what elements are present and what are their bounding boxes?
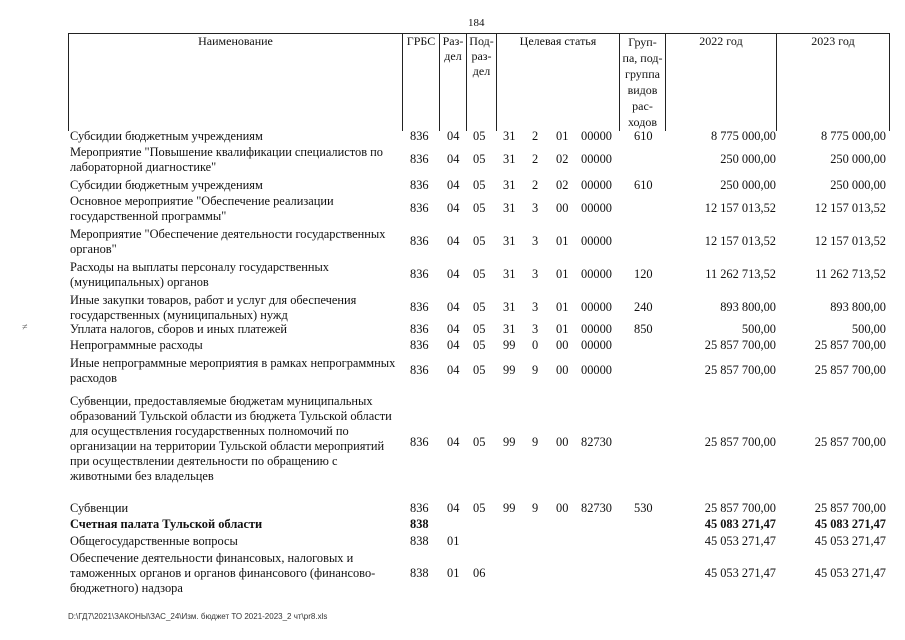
cell-rz: 04 bbox=[447, 501, 460, 515]
cell-t3: 01 bbox=[556, 300, 569, 314]
header-razdel: Раз- дел bbox=[442, 34, 464, 63]
row-name: Общегосударственные вопросы bbox=[70, 534, 238, 548]
cell-v2022: 893 800,00 bbox=[720, 300, 776, 314]
cell-t3: 01 bbox=[556, 129, 569, 143]
cell-v2023: 12 157 013,52 bbox=[814, 201, 886, 215]
row-name: Субсидии бюджетным учреждениям bbox=[70, 129, 263, 143]
cell-t1: 99 bbox=[503, 501, 516, 515]
cell-t1: 31 bbox=[503, 178, 516, 192]
cell-pr: 05 bbox=[473, 267, 486, 281]
cell-grbs: 836 bbox=[410, 338, 429, 352]
cell-t4: 00000 bbox=[581, 129, 612, 143]
cell-grbs: 838 bbox=[410, 534, 429, 548]
file-path: D:\ГД7\2021\ЗАКОНЫ\ЗАС_24\Изм. бюджет ТО 2021-2023_2 чт\pr8.xls bbox=[68, 612, 328, 621]
cell-pr: 05 bbox=[473, 322, 486, 336]
page-number: 184 bbox=[468, 17, 485, 29]
cell-rz: 04 bbox=[447, 363, 460, 377]
cell-t4: 00000 bbox=[581, 363, 612, 377]
cell-grbs: 838 bbox=[410, 566, 429, 580]
cell-t4: 00000 bbox=[581, 338, 612, 352]
row-name: Субсидии бюджетным учреждениям bbox=[70, 178, 263, 192]
cell-v2022: 12 157 013,52 bbox=[704, 234, 776, 248]
cell-t1: 31 bbox=[503, 201, 516, 215]
table-row bbox=[68, 551, 888, 596]
cell-v2023: 8 775 000,00 bbox=[820, 129, 886, 143]
row-name: Уплата налогов, сборов и иных платежей bbox=[70, 322, 288, 336]
cell-t1: 31 bbox=[503, 234, 516, 248]
table-row bbox=[68, 178, 888, 193]
cell-v2022: 250 000,00 bbox=[720, 152, 776, 166]
cell-v2023: 25 857 700,00 bbox=[814, 435, 886, 449]
cell-v2022: 8 775 000,00 bbox=[710, 129, 776, 143]
cell-v2023: 45 053 271,47 bbox=[814, 534, 886, 548]
cell-v2022: 25 857 700,00 bbox=[704, 435, 776, 449]
cell-t3: 01 bbox=[556, 322, 569, 336]
header-grbs: ГРБС bbox=[406, 34, 436, 48]
margin-mark: ≠ bbox=[22, 322, 28, 333]
cell-pr: 05 bbox=[473, 201, 486, 215]
cell-vr: 530 bbox=[634, 501, 653, 515]
header-group: Груп- па, под- группа видов рас- ходов bbox=[622, 35, 663, 129]
row-name: Мероприятие "Повышение квалификации специалистов по лабораторной диагностике" bbox=[70, 145, 383, 174]
cell-pr: 05 bbox=[473, 435, 486, 449]
cell-vr: 240 bbox=[634, 300, 653, 314]
cell-t2: 9 bbox=[532, 435, 539, 449]
cell-t2: 3 bbox=[532, 234, 539, 248]
table-row bbox=[68, 501, 888, 516]
cell-grbs: 836 bbox=[410, 178, 429, 192]
table-row bbox=[68, 517, 888, 532]
row-name: Субвенции bbox=[70, 501, 129, 515]
cell-t3: 02 bbox=[556, 178, 569, 192]
table-row bbox=[68, 394, 888, 492]
cell-grbs: 836 bbox=[410, 152, 429, 166]
cell-vr: 120 bbox=[634, 267, 653, 281]
cell-v2023: 11 262 713,52 bbox=[815, 267, 886, 281]
cell-vr: 850 bbox=[634, 322, 653, 336]
cell-t3: 00 bbox=[556, 338, 569, 352]
row-name: Иные закупки товаров, работ и услуг для обеспечения государственных (муниципальных) нужд bbox=[70, 293, 357, 322]
cell-t1: 99 bbox=[503, 435, 516, 449]
cell-t3: 00 bbox=[556, 501, 569, 515]
table-row bbox=[68, 322, 888, 337]
cell-t4: 00000 bbox=[581, 201, 612, 215]
row-name: Обеспечение деятельности финансовых, налоговых и таможенных органов и органов финансового (финансово-бюджетного) надзора bbox=[70, 551, 376, 595]
cell-t2: 3 bbox=[532, 300, 539, 314]
table-row bbox=[68, 129, 888, 144]
cell-pr: 05 bbox=[473, 129, 486, 143]
cell-grbs: 836 bbox=[410, 129, 429, 143]
cell-t3: 01 bbox=[556, 234, 569, 248]
cell-grbs: 836 bbox=[410, 322, 429, 336]
cell-grbs: 836 bbox=[410, 201, 429, 215]
table-row bbox=[68, 293, 888, 323]
cell-grbs: 836 bbox=[410, 363, 429, 377]
cell-t2: 2 bbox=[532, 152, 539, 166]
cell-t2: 9 bbox=[532, 501, 539, 515]
cell-v2022: 45 053 271,47 bbox=[704, 534, 776, 548]
cell-rz: 04 bbox=[447, 322, 460, 336]
cell-pr: 05 bbox=[473, 363, 486, 377]
cell-v2023: 250 000,00 bbox=[830, 178, 886, 192]
cell-t1: 31 bbox=[503, 300, 516, 314]
cell-rz: 01 bbox=[447, 534, 460, 548]
cell-rz: 04 bbox=[447, 300, 460, 314]
cell-t4: 82730 bbox=[581, 435, 612, 449]
cell-grbs: 836 bbox=[410, 300, 429, 314]
cell-rz: 04 bbox=[447, 267, 460, 281]
table-row bbox=[68, 534, 888, 549]
cell-t3: 01 bbox=[556, 267, 569, 281]
table-row bbox=[68, 338, 888, 353]
row-name: Основное мероприятие "Обеспечение реализации государственной программы" bbox=[70, 194, 334, 223]
cell-t2: 3 bbox=[532, 322, 539, 336]
cell-v2022: 12 157 013,52 bbox=[704, 201, 776, 215]
cell-v2023: 250 000,00 bbox=[830, 152, 886, 166]
table-row bbox=[68, 145, 888, 175]
cell-pr: 05 bbox=[473, 234, 486, 248]
cell-v2023: 25 857 700,00 bbox=[814, 363, 886, 377]
cell-t3: 00 bbox=[556, 363, 569, 377]
cell-rz: 01 bbox=[447, 566, 460, 580]
cell-grbs: 836 bbox=[410, 435, 429, 449]
row-name: Субвенции, предоставляемые бюджетам муниципальных образований Тульской области из бюджета Тульской области для осуществления государственных полномочий по организации на территории Тульской области мероприятий при осуществлении деятельности по обращению с животными без владельцев bbox=[70, 394, 392, 483]
cell-v2023: 500,00 bbox=[851, 322, 886, 336]
cell-v2022: 500,00 bbox=[741, 322, 776, 336]
header-2022: 2022 год bbox=[699, 34, 743, 48]
cell-pr: 05 bbox=[473, 152, 486, 166]
cell-v2022: 45 053 271,47 bbox=[704, 566, 776, 580]
cell-rz: 04 bbox=[447, 435, 460, 449]
table-row bbox=[68, 194, 888, 224]
cell-t4: 00000 bbox=[581, 152, 612, 166]
row-name: Иные непрограммные мероприятия в рамках непрограммных расходов bbox=[70, 356, 396, 385]
row-name: Непрограммные расходы bbox=[70, 338, 203, 352]
cell-v2022: 25 857 700,00 bbox=[704, 338, 776, 352]
header-podrazdel: Под- раз- дел bbox=[469, 34, 494, 78]
cell-t1: 99 bbox=[503, 338, 516, 352]
cell-rz: 04 bbox=[447, 152, 460, 166]
table-header bbox=[68, 33, 890, 131]
cell-v2022: 11 262 713,52 bbox=[705, 267, 776, 281]
cell-t2: 3 bbox=[532, 201, 539, 215]
cell-t1: 31 bbox=[503, 152, 516, 166]
cell-rz: 04 bbox=[447, 201, 460, 215]
cell-v2023: 45 053 271,47 bbox=[814, 566, 886, 580]
cell-t3: 02 bbox=[556, 152, 569, 166]
cell-t2: 3 bbox=[532, 267, 539, 281]
cell-pr: 06 bbox=[473, 566, 486, 580]
header-target: Целевая статья bbox=[519, 34, 597, 48]
cell-grbs: 836 bbox=[410, 267, 429, 281]
cell-t4: 82730 bbox=[581, 501, 612, 515]
cell-v2023: 25 857 700,00 bbox=[814, 501, 886, 515]
row-name: Счетная палата Тульской области bbox=[70, 517, 263, 531]
cell-v2023: 893 800,00 bbox=[830, 300, 886, 314]
cell-v2022: 250 000,00 bbox=[720, 178, 776, 192]
cell-v2022: 25 857 700,00 bbox=[704, 363, 776, 377]
cell-t1: 31 bbox=[503, 129, 516, 143]
cell-v2023: 12 157 013,52 bbox=[814, 234, 886, 248]
row-name: Расходы на выплаты персоналу государственных (муниципальных) органов bbox=[70, 260, 329, 289]
header-name: Наименование bbox=[198, 34, 273, 48]
cell-t3: 00 bbox=[556, 435, 569, 449]
cell-vr: 610 bbox=[634, 178, 653, 192]
cell-vr: 610 bbox=[634, 129, 653, 143]
header-2023: 2023 год bbox=[811, 34, 855, 48]
table-row bbox=[68, 260, 888, 290]
cell-rz: 04 bbox=[447, 234, 460, 248]
cell-t3: 00 bbox=[556, 201, 569, 215]
cell-t4: 00000 bbox=[581, 322, 612, 336]
cell-pr: 05 bbox=[473, 178, 486, 192]
cell-t4: 00000 bbox=[581, 178, 612, 192]
cell-t1: 99 bbox=[503, 363, 516, 377]
cell-pr: 05 bbox=[473, 338, 486, 352]
cell-t4: 00000 bbox=[581, 267, 612, 281]
cell-v2023: 45 083 271,47 bbox=[814, 517, 886, 531]
table-row bbox=[68, 227, 888, 257]
cell-grbs: 838 bbox=[410, 517, 429, 531]
cell-grbs: 836 bbox=[410, 501, 429, 515]
cell-t2: 0 bbox=[532, 338, 539, 352]
cell-rz: 04 bbox=[447, 338, 460, 352]
cell-t2: 9 bbox=[532, 363, 539, 377]
cell-t2: 2 bbox=[532, 129, 539, 143]
cell-rz: 04 bbox=[447, 178, 460, 192]
cell-rz: 04 bbox=[447, 129, 460, 143]
cell-grbs: 836 bbox=[410, 234, 429, 248]
cell-t1: 31 bbox=[503, 322, 516, 336]
cell-t4: 00000 bbox=[581, 234, 612, 248]
cell-v2022: 25 857 700,00 bbox=[704, 501, 776, 515]
table-row bbox=[68, 356, 888, 386]
cell-t1: 31 bbox=[503, 267, 516, 281]
cell-t4: 00000 bbox=[581, 300, 612, 314]
cell-pr: 05 bbox=[473, 501, 486, 515]
cell-v2022: 45 083 271,47 bbox=[704, 517, 776, 531]
cell-v2023: 25 857 700,00 bbox=[814, 338, 886, 352]
cell-pr: 05 bbox=[473, 300, 486, 314]
cell-t2: 2 bbox=[532, 178, 539, 192]
row-name: Мероприятие "Обеспечение деятельности государственных органов" bbox=[70, 227, 386, 256]
